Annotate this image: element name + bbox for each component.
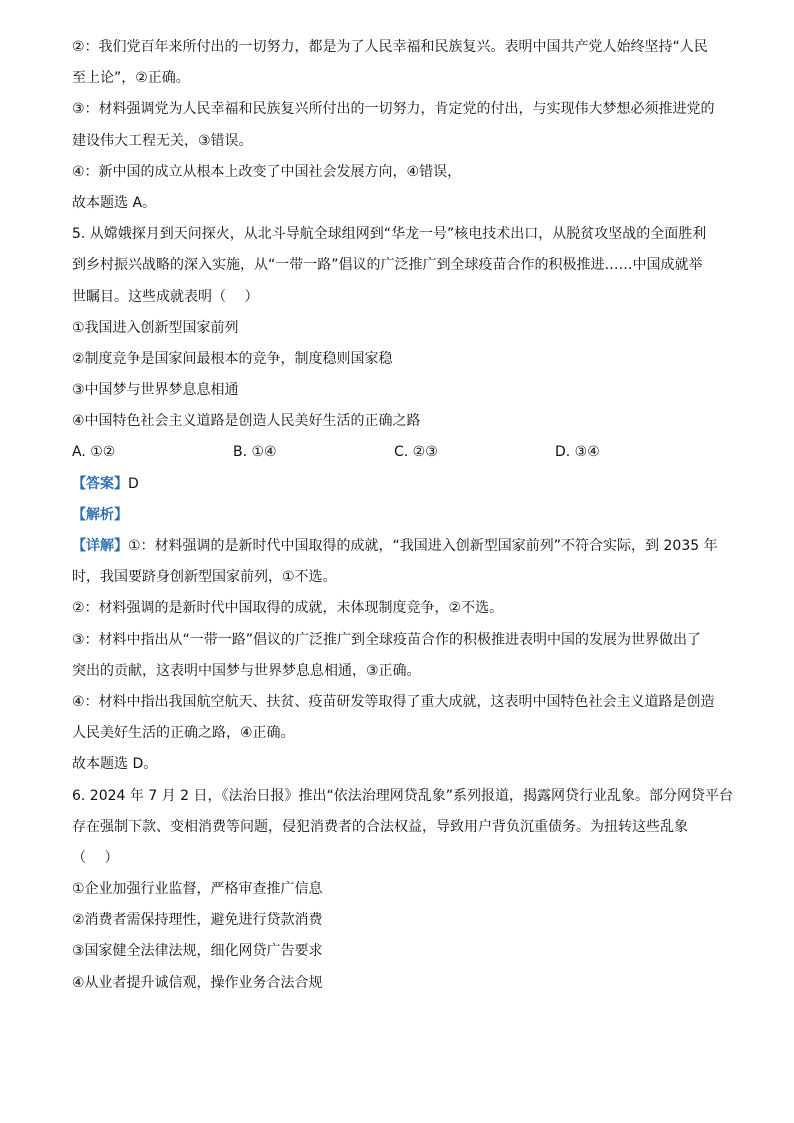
answer-options — [72, 437, 728, 468]
analysis-line — [72, 500, 728, 531]
option-c: C. ②③ — [394, 444, 438, 461]
answer-line — [72, 469, 728, 500]
detail-line: 时，我国要跻身创新型国家前列，①不选。 — [72, 569, 337, 586]
text-line: 故本题选 A。 — [72, 194, 157, 211]
text-line: ④：新中国的成立从根本上改变了中国社会发展方向，④错误， — [72, 163, 462, 180]
text-line: 建设伟大工程无关，③错误。 — [72, 132, 253, 149]
text-line: ③：材料强调党为人民幸福和民族复兴所付出的一切努力，肯定党的付出，与实现伟大梦想必须推进党的 — [72, 101, 715, 118]
answer-value: D — [128, 475, 139, 492]
question-stem-line: 到乡村振兴战略的深入实施，从“一带一路”倡议的广泛推广到全球疫苗合作的积极推进……中国成就举 — [72, 257, 703, 274]
detail-line — [72, 531, 728, 562]
statement-4: ④从业者提升诚信观，操作业务合法合规 — [72, 974, 323, 991]
option-d: D. ③④ — [555, 444, 600, 461]
detail-tag: 【详解】 — [72, 538, 128, 554]
question-stem-line: 5. 从嫦娥探月到天问探火，从北斗导航全球组网到“华龙一号”核电技术出口，从脱贫攻坚战的全面胜利 — [72, 226, 707, 243]
detail-line: 人民美好生活的正确之路，④正确。 — [72, 725, 295, 742]
question-stem-line: 6. 2024 年 7 月 2 日，《法治日报》推出“依法治理网贷乱象”系列报道，揭露网贷行业乱象。部分网贷平台 — [72, 787, 734, 804]
detail-line: ④：材料中指出我国航空航天、扶贫、疫苗研发等取得了重大成就，这表明中国特色社会主义道路是创造 — [72, 693, 715, 710]
option-a: A. ①② — [72, 444, 116, 461]
question-stem-line: 世瞩目。这些成就表明（ ） — [72, 288, 259, 305]
detail-line: ②：材料强调的是新时代中国取得的成就，未体现制度竞争，②不选。 — [72, 600, 504, 617]
question-5 — [72, 219, 728, 780]
statement-4: ④中国特色社会主义道路是创造人民美好生活的正确之路 — [72, 413, 421, 430]
previous-answer-analysis — [72, 32, 728, 219]
option-b: B. ①④ — [233, 444, 277, 461]
statement-3: ③中国梦与世界梦息息相通 — [72, 382, 239, 399]
detail-line: ③：材料中指出从“一带一路”倡议的广泛推广到全球疫苗合作的积极推进表明中国的发展为世界做出了 — [72, 631, 702, 648]
detail-line: 故本题选 D。 — [72, 756, 158, 773]
statement-2: ②制度竞争是国家间最根本的竞争，制度稳则国家稳 — [72, 350, 393, 367]
detail-line: 突出的贡献，这表明中国梦与世界梦息息相通，③正确。 — [72, 662, 421, 679]
answer-tag: 【答案】 — [72, 475, 128, 492]
statement-2: ②消费者需保持理性，避免进行贷款消费 — [72, 912, 323, 929]
document-page — [72, 32, 734, 999]
analysis-tag: 【解析】 — [72, 506, 128, 523]
text-line: 至上论”，②正确。 — [72, 70, 190, 87]
text-line: ②：我们党百年来所付出的一切努力，都是为了人民幸福和民族复兴。表明中国共产党人始终坚持“人民 — [72, 39, 708, 55]
detail-text: ①：材料强调的是新时代中国取得的成就，“我国进入创新型国家前列”不符合实际，到 2035 年 — [128, 538, 718, 554]
statement-1: ①企业加强行业监督，严格审查推广信息 — [72, 881, 323, 898]
statement-1: ①我国进入创新型国家前列 — [72, 319, 239, 336]
statement-3: ③国家健全法律法规，细化网贷广告要求 — [72, 943, 323, 960]
question-stem-line: 存在强制下款、变相消费等问题，侵犯消费者的合法权益，导致用户背负沉重债务。为扭转这些乱象 — [72, 818, 688, 835]
question-stem-line: （ ） — [72, 849, 119, 866]
question-6 — [72, 781, 734, 999]
